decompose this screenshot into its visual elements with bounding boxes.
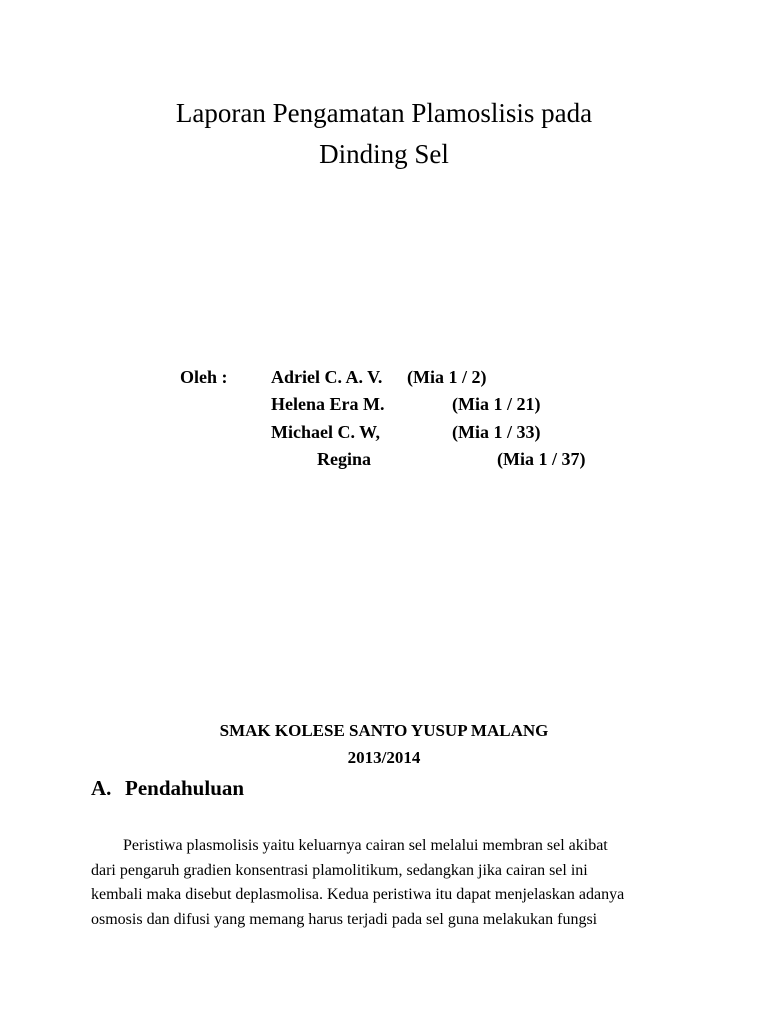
document-title-line-1: Laporan Pengamatan Plamoslisis pada bbox=[175, 98, 593, 128]
paragraph-line: dari pengaruh gradien konsentrasi plamolitikum, sedangkan jika cairan sel ini bbox=[91, 861, 588, 879]
author-class: (Mia 1 / 21) bbox=[452, 394, 541, 414]
author-name: Helena Era M. bbox=[271, 394, 385, 414]
section-heading bbox=[91, 775, 244, 801]
author-class: (Mia 1 / 37) bbox=[497, 449, 586, 469]
section-number: A. bbox=[91, 776, 112, 800]
author-class: (Mia 1 / 2) bbox=[407, 367, 487, 387]
body-paragraph bbox=[91, 834, 671, 932]
section-title: Pendahuluan bbox=[125, 776, 245, 800]
author-name: Adriel C. A. V. bbox=[271, 367, 383, 387]
author-class: (Mia 1 / 33) bbox=[452, 422, 541, 442]
authors-label: Oleh : bbox=[180, 367, 228, 387]
author-name: Regina bbox=[317, 449, 371, 469]
author-name: Michael C. W, bbox=[271, 422, 381, 442]
paragraph-line: Peristiwa plasmolisis yaitu keluarnya cairan sel melalui membran sel akibat bbox=[123, 837, 608, 854]
school-year: 2013/2014 bbox=[347, 748, 421, 767]
school-name: SMAK KOLESE SANTO YUSUP MALANG bbox=[219, 721, 549, 740]
paragraph-line: osmosis dan difusi yang memang harus terjadi pada sel guna melakukan fungsi bbox=[91, 910, 598, 928]
document-title-line-2: Dinding Sel bbox=[319, 139, 449, 169]
paragraph-line: kembali maka disebut deplasmolisa. Kedua peristiwa itu dapat menjelaskan adanya bbox=[91, 886, 625, 903]
